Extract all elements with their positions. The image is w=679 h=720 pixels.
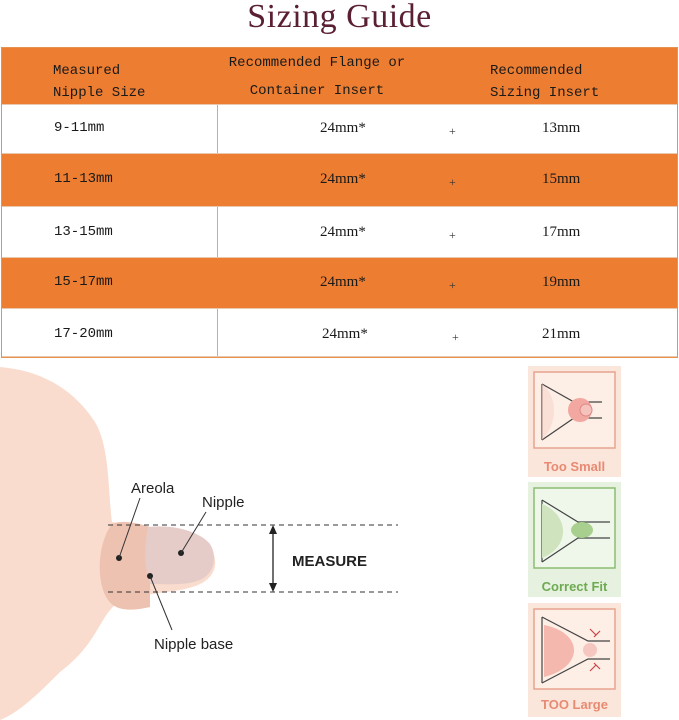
header-flange-line1: Recommended Flange or [228,55,406,71]
cell-insert: 17mm [542,224,581,240]
cell-nipple-size: 9-11mm [54,120,105,136]
cell-plus: + [449,228,456,242]
cell-nipple-size: 17-20mm [54,326,113,342]
header-flange [222,52,412,102]
too-large-illustration [528,603,621,695]
table-row [2,308,677,357]
cell-flange: 24mm* [320,120,366,136]
cell-flange: 24mm* [320,224,366,240]
too-small-illustration [528,366,621,454]
measure-label: MEASURE [292,553,368,570]
cell-plus: + [449,278,456,292]
cell-plus: + [449,175,456,189]
header-insert-line1: Recommended [490,63,583,79]
header-insert [490,60,599,104]
cell-flange: 24mm* [320,274,366,290]
header-measured-line1: Measured [53,63,121,79]
correct-fit-illustration [528,482,621,574]
measure-diagram [0,362,520,720]
cell-insert: 19mm [542,274,581,290]
table-row [2,258,677,308]
cell-insert: 15mm [542,171,581,187]
cell-nipple-size: 11-13mm [54,171,113,187]
too-small-label: Too Small [543,459,606,474]
cell-flange: 24mm* [322,326,368,342]
cell-nipple-size: 13-15mm [54,224,113,240]
cell-insert: 13mm [542,120,581,136]
table-row [2,154,677,206]
header-measured [53,60,145,104]
cell-plus: + [449,124,456,138]
fit-too-large [528,603,621,717]
fit-too-small [528,366,621,477]
areola-shape [100,522,150,610]
table-row [2,206,677,258]
table-header-row [2,48,677,104]
nipple-label: Nipple [202,494,245,511]
header-flange-line2: Container Insert [249,83,385,99]
cell-flange: 24mm* [320,171,366,187]
column-divider [217,309,218,356]
fit-correct [528,482,621,597]
column-divider [217,105,218,153]
table-row [2,104,677,154]
page-title: Sizing Guide [247,0,432,35]
too-large-label: TOO Large [541,697,608,712]
sizing-table [1,47,678,358]
cell-insert: 21mm [542,326,581,342]
header-insert-line2: Sizing Insert [490,85,600,101]
areola-label: Areola [131,480,175,497]
nipple-base-label: Nipple base [154,636,234,653]
correct-fit-label: Correct Fit [541,579,608,594]
column-divider [217,207,218,257]
cell-plus: + [452,330,459,344]
breast-illustration [0,362,520,720]
cell-nipple-size: 15-17mm [54,274,113,290]
header-measured-line2: Nipple Size [53,85,146,101]
